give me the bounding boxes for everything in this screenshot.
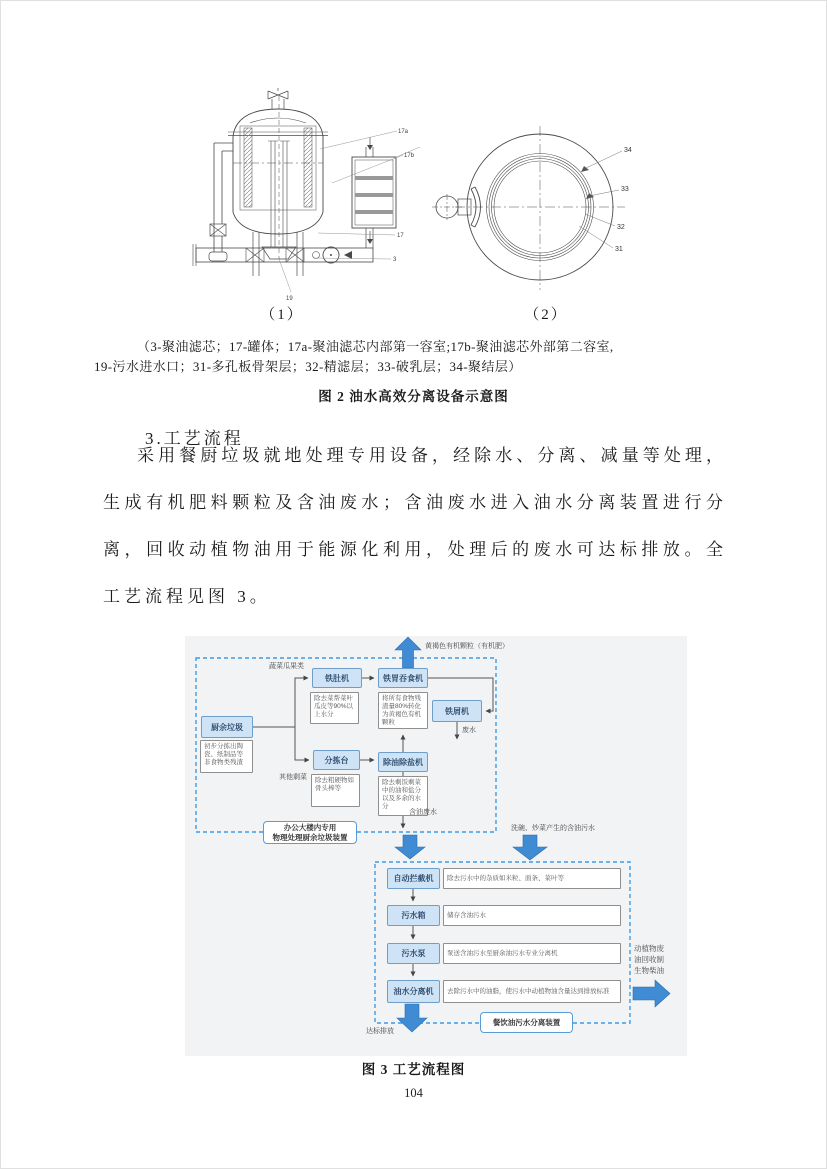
part-label-17b: 17b xyxy=(404,153,415,159)
note-auto-interceptor: 除去污水中的杂质如米粒、面条、菜叶等 xyxy=(443,868,621,889)
body-paragraph: 采用餐厨垃圾就地处理专用设备，经除水、分离、减量等处理，生成有机肥料颗粒及含油废水；含油废水进入油水分离装置进行分离，回收动植物油用于能源化利用，处理后的废水可达标排放。全工艺流程见图 3。 xyxy=(103,446,727,606)
figure2-caption-line1: （3-聚油滤芯；17-罐体；17a-聚油滤芯内部第一容室;17b-聚油滤芯外部第二容室, xyxy=(137,339,614,354)
label-vegetables-fruits: 蔬菜瓜果类 xyxy=(269,663,304,670)
subfigure-2-label: （2） xyxy=(524,307,568,323)
label-indoor-treatment-device xyxy=(263,821,357,844)
part-label-33: 33 xyxy=(621,186,629,193)
part-label-17: 17 xyxy=(397,233,404,239)
subfigure-1-label: （1） xyxy=(260,307,304,323)
label-oil-separation-device xyxy=(480,1012,573,1033)
figure3-caption-title: 图 3 工艺流程图 xyxy=(361,1062,466,1077)
device2-label: 餐饮油污水分离装置 xyxy=(492,1017,561,1027)
cross-section-drawing xyxy=(432,126,625,290)
box-oil-salt-removal: 除油除盐机 xyxy=(378,752,428,772)
part-label-32: 32 xyxy=(617,224,625,231)
label-discharge-standard: 达标排放 xyxy=(366,1028,394,1035)
part-label-31: 31 xyxy=(615,246,623,253)
box-kitchen-waste: 厨余垃圾 xyxy=(201,716,253,738)
box-sorting-table: 分拣台 xyxy=(313,750,360,770)
box-auto-interceptor: 自动拦截机 xyxy=(387,868,440,889)
note-sorting-table: 除去粗硬物如骨头棒等 xyxy=(311,774,360,807)
label-wastewater: 废水 xyxy=(462,727,476,734)
device-label-line1: 办公大楼内专用 xyxy=(283,823,337,832)
box-sewage-tank: 污水箱 xyxy=(387,905,440,926)
box-sewage-pump: 污水泵 xyxy=(387,943,440,964)
box-dewatering-machine: 铁肚机 xyxy=(312,668,362,688)
note-digester-machine: 将所有食物残渣量80%转化为黄褐色有机颗粒 xyxy=(378,692,428,729)
note-sewage-pump: 泵送含油污水至厨余油污水专业分离机 xyxy=(443,943,621,964)
device-label-line2: 物理处理厨余垃圾装置 xyxy=(272,832,348,842)
part-label-17a: 17a xyxy=(398,129,409,135)
note-sewage-tank: 储存含油污水 xyxy=(443,905,621,926)
box-dehumidifier-machine: 铁屑机 xyxy=(432,700,482,722)
label-other-leftovers: 其他剩菜 xyxy=(279,774,307,781)
page-number: 104 xyxy=(404,1086,423,1100)
part-label-34: 34 xyxy=(624,147,632,154)
note-oil-water-separator: 去除污水中的油脂，使污水中动植物油含量达到排放标准 xyxy=(443,980,621,1003)
section-heading: 3.工艺流程 xyxy=(145,429,244,448)
tank-drawing xyxy=(193,88,420,292)
figure2-caption-line2: 19-污水进水口；31-多孔板骨架层；32-精滤层；33-破乳层；34-聚结层） xyxy=(94,359,522,374)
note-oil-salt-removal: 除去剩饭剩菜中的油和盐分以及多余的水分 xyxy=(378,776,428,816)
part-label-19: 19 xyxy=(286,296,293,302)
label-biodiesel-output: 动植物废油回收制生物柴油 xyxy=(634,944,664,975)
figure2-drawings xyxy=(80,88,740,323)
label-oily-wastewater: 含油废水 xyxy=(409,809,437,816)
process-flowchart xyxy=(185,636,687,1056)
note-kitchen-waste: 初步分拣出陶瓷、纸制品等非食物类残渣 xyxy=(200,740,253,773)
part-label-3: 3 xyxy=(393,257,397,263)
figure2-caption-title: 图 2 油水高效分离设备示意图 xyxy=(318,389,509,404)
label-organic-granules-output: 黄褐色有机颗粒（有机肥） xyxy=(425,643,509,650)
note-dewatering-machine: 除去菜帮菜叶瓜皮等90%以上水分 xyxy=(310,692,359,724)
label-dishwashing-wastewater: 洗碗、炒菜产生的含油污水 xyxy=(511,825,595,832)
box-digester-machine: 铁胃吞食机 xyxy=(378,668,428,688)
box-oil-water-separator: 油水分离机 xyxy=(387,980,440,1003)
